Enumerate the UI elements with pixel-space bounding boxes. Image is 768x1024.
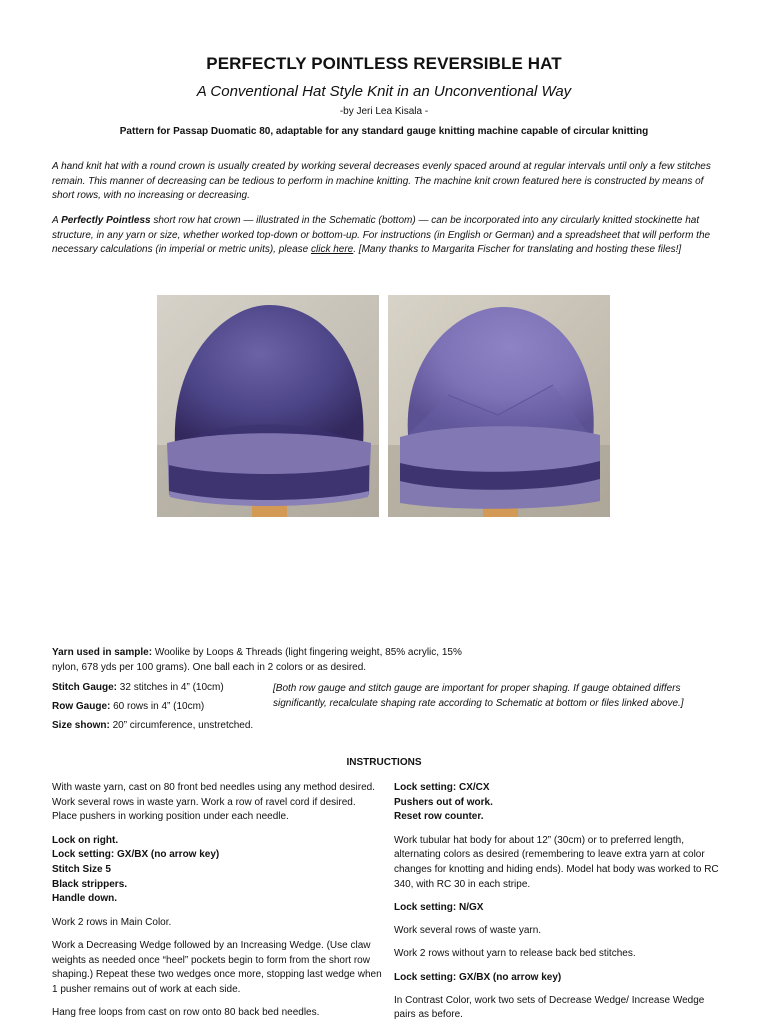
instructions-left-column bbox=[52, 781, 382, 1024]
stitch-gauge-label: Stitch Gauge: bbox=[52, 682, 118, 693]
click-here-link[interactable]: click here bbox=[311, 244, 354, 256]
author-byline: -by Jeri Lea Kisala - bbox=[339, 106, 429, 117]
instruction-hang-loops: Hang free loops from cast on row onto 80 back bed needles. bbox=[52, 1007, 320, 1019]
instruction-lock-setting: Lock setting: GX/BX (no arrow key) bbox=[52, 849, 220, 861]
size-label: Size shown: bbox=[52, 720, 110, 731]
instruction-release: Work 2 rows without yarn to release back bed stitches. bbox=[394, 948, 636, 960]
hat-photo-front bbox=[157, 295, 379, 517]
intro-paragraph-2 bbox=[52, 214, 728, 258]
row-gauge-label: Row Gauge: bbox=[52, 701, 111, 712]
page-subtitle: A Conventional Hat Style Knit in an Unconventional Way bbox=[196, 83, 572, 100]
instruction-lock-cx: Lock setting: CX/CX bbox=[394, 782, 490, 793]
instruction-main-color: Work 2 rows in Main Color. bbox=[52, 916, 172, 928]
row-gauge-text: 60 rows in 4” (10cm) bbox=[110, 701, 205, 712]
size-text: 20” circumference, unstretched. bbox=[109, 720, 254, 731]
instruction-handle: Handle down. bbox=[52, 893, 117, 905]
instructions-right-column bbox=[394, 781, 724, 1024]
instruction-contrast: In Contrast Color, work two sets of Decrease Wedge/ Increase Wedge pairs as before. bbox=[394, 994, 705, 1021]
hat-image-side bbox=[388, 295, 610, 517]
hat-photo-side bbox=[388, 295, 610, 517]
stitch-gauge-spec bbox=[52, 681, 224, 696]
pattern-target: Pattern for Passap Duomatic 80, adaptable for any standard gauge knitting machine capable of circular knitting bbox=[119, 126, 649, 137]
page-title: PERFECTLY POINTLESS REVERSIBLE HAT bbox=[206, 54, 562, 73]
intro-text-2a: A bbox=[52, 215, 62, 226]
instruction-lock-gxbx: Lock setting: GX/BX (no arrow key) bbox=[394, 971, 562, 983]
instruction-wedges: Work a Decreasing Wedge followed by an Increasing Wedge. (Use claw weights as needed once “heel” pockets begin to form from the short row shaping.) Repeat these two wedges once more, stopping last wedge when 1 pusher remains out of work at each side. bbox=[52, 939, 382, 995]
instruction-reset-counter: Reset row counter. bbox=[394, 811, 484, 823]
gauge-note: [Both row gauge and stitch gauge are important for proper shaping. If gauge obtained differs significantly, recalculate shaping rate according to Schematic at bottom or files linked above.] bbox=[273, 683, 684, 709]
yarn-text: Woolike by Loops & Threads (light fingering weight, 85% acrylic, 15% nylon, 678 yds per 100 grams). One ball each in 2 colors or as desired. bbox=[52, 647, 462, 673]
instruction-hat-body: Work tubular hat body for about 12” (30cm) or to preferred length, alternating colors as desired (remembering to leave extra yarn at color changes for knotting and hiding ends). Model hat body was worked to RC 340, with RC 30 in each stripe. bbox=[394, 834, 719, 890]
pointless-emphasis: Perfectly Pointless bbox=[61, 215, 151, 226]
intro-paragraph-1 bbox=[52, 160, 728, 204]
intro-text-1: A hand knit hat with a round crown is usually created by working several decreases evenly spaced around at regular intervals until only a few stitches remain. This manner of decreasing can be tedious to perform in machine knitting. The machine knit crown featured here is constructed by means of short rows, with no increasing or decreasing. bbox=[52, 161, 711, 202]
intro-text-2 bbox=[52, 214, 728, 258]
instruction-lock-right: Lock on right. bbox=[52, 834, 119, 846]
stitch-gauge-text: 32 stitches in 4” (10cm) bbox=[117, 682, 224, 693]
row-gauge-spec bbox=[52, 700, 204, 715]
size-spec bbox=[52, 719, 253, 734]
instruction-pushers: Pushers out of work. bbox=[394, 796, 493, 808]
intro-text-2b: short row hat crown — illustrated in the Schematic (bottom) — can be incorporated into any circularly knitted stockinette hat structure, in any yarn or size, whether worked top-down or bottom-up. For instructions (in English or German) and a spreadsheet that will perform the necessary calculations (in imperial or metric units), please bbox=[52, 215, 711, 256]
yarn-label: Yarn used in sample: bbox=[52, 647, 153, 658]
instructions-heading: INSTRUCTIONS bbox=[346, 757, 422, 768]
instruction-strippers: Black strippers. bbox=[52, 878, 128, 890]
intro-text-2c: . [Many thanks to Margarita Fischer for translating and hosting these files!] bbox=[353, 244, 682, 256]
instruction-lock-ngx: Lock setting: N/GX bbox=[394, 901, 484, 913]
hat-image-front bbox=[157, 295, 379, 517]
instruction-waste-yarn: Work several rows of waste yarn. bbox=[394, 925, 542, 937]
yarn-spec bbox=[52, 646, 472, 675]
instruction-stitch-size: Stitch Size 5 bbox=[52, 864, 111, 876]
instruction-cast-on: With waste yarn, cast on 80 front bed needles using any method desired. Work several rows in waste yarn. Work a row of ravel cord if desired. Place pushers in working position under each needle. bbox=[52, 782, 375, 823]
